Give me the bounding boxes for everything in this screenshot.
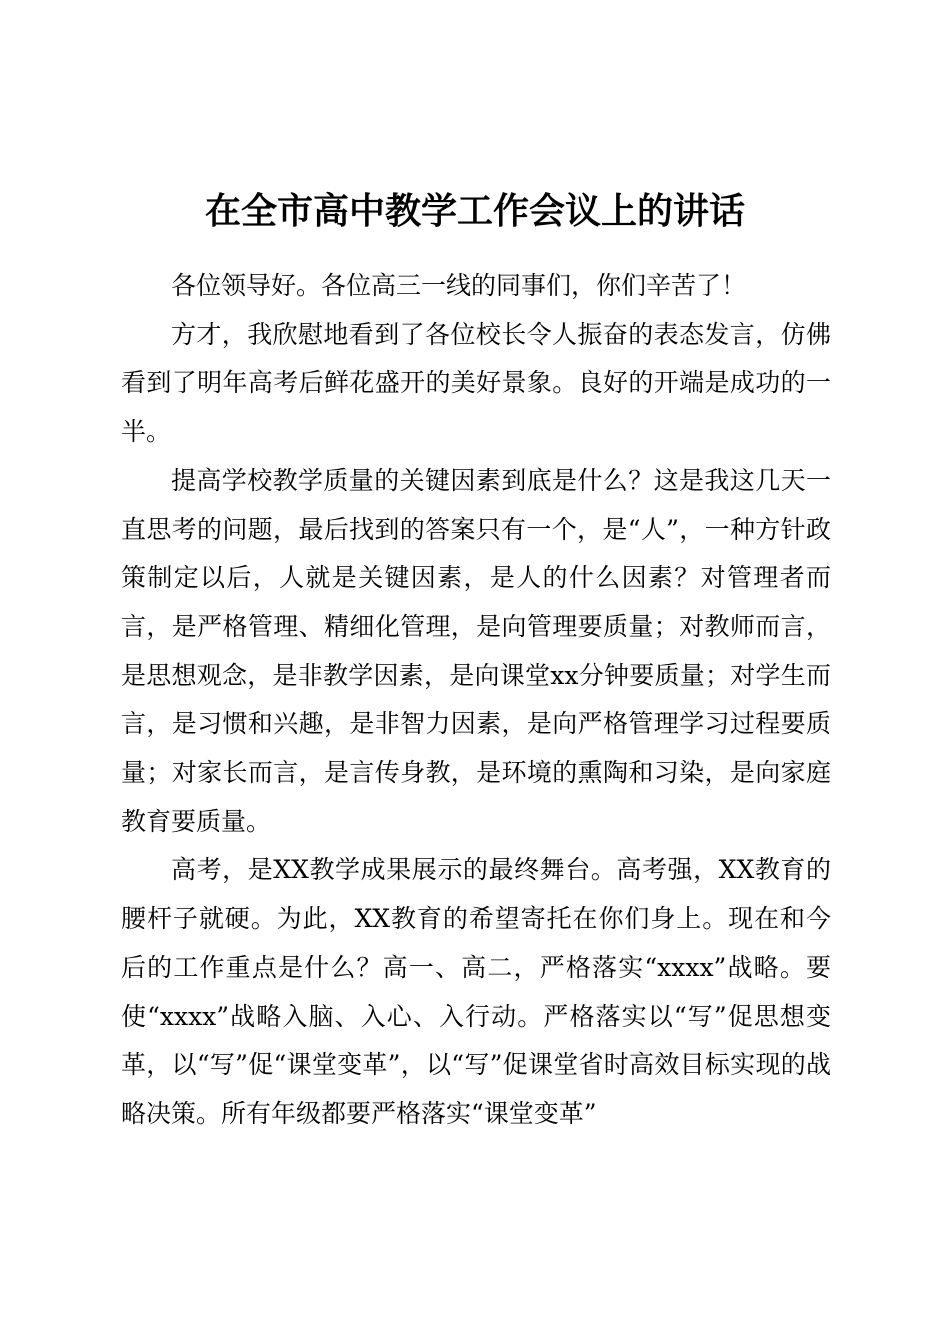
paragraph: 各位领导好。各位高三一线的同事们，你们辛苦了！ xyxy=(171,271,747,300)
paragraph: 提高学校教学质量的关键因素到底是什么？这是我这几天一直思考的问题，最后找到的答案只有一个，是“人”，一种方针政策制定以后，人就是关键因素，是人的什么因素？对管理者而言，是严格管理、精细化管理，是向管理要质量；对教师而言，是思想观念，是非教学因素，是向课堂xx分钟要质量；对学生而言，是习惯和兴趣，是非智力因素，是向严格管理学习过程要质量；对家长而言，是言传身教，是环境的熏陶和习染，是向家庭教育要质量。 xyxy=(121,465,831,836)
paragraph: 方才，我欣慰地看到了各位校长令人振奋的表态发言，仿佛看到了明年高考后鲜花盛开的美好景象。良好的开端是成功的一半。 xyxy=(121,319,831,447)
document-body xyxy=(121,262,831,1139)
paragraph: 高考，是XX教学成果展示的最终舞台。高考强，XX教育的腰杆子就硬。为此，XX教育的希望寄托在你们身上。现在和今后的工作重点是什么？高一、高二，严格落实“xxxx”战略。要使“xxxx”战略入脑、入心、入行动。严格落实以“写”促思想变革，以“写”促“课堂变革”，以“写”促课堂省时高效目标实现的战略决策。所有年级都要严格落实“课堂变革” xyxy=(121,855,831,1128)
document-title: 在全市高中教学工作会议上的讲话 xyxy=(204,190,745,232)
